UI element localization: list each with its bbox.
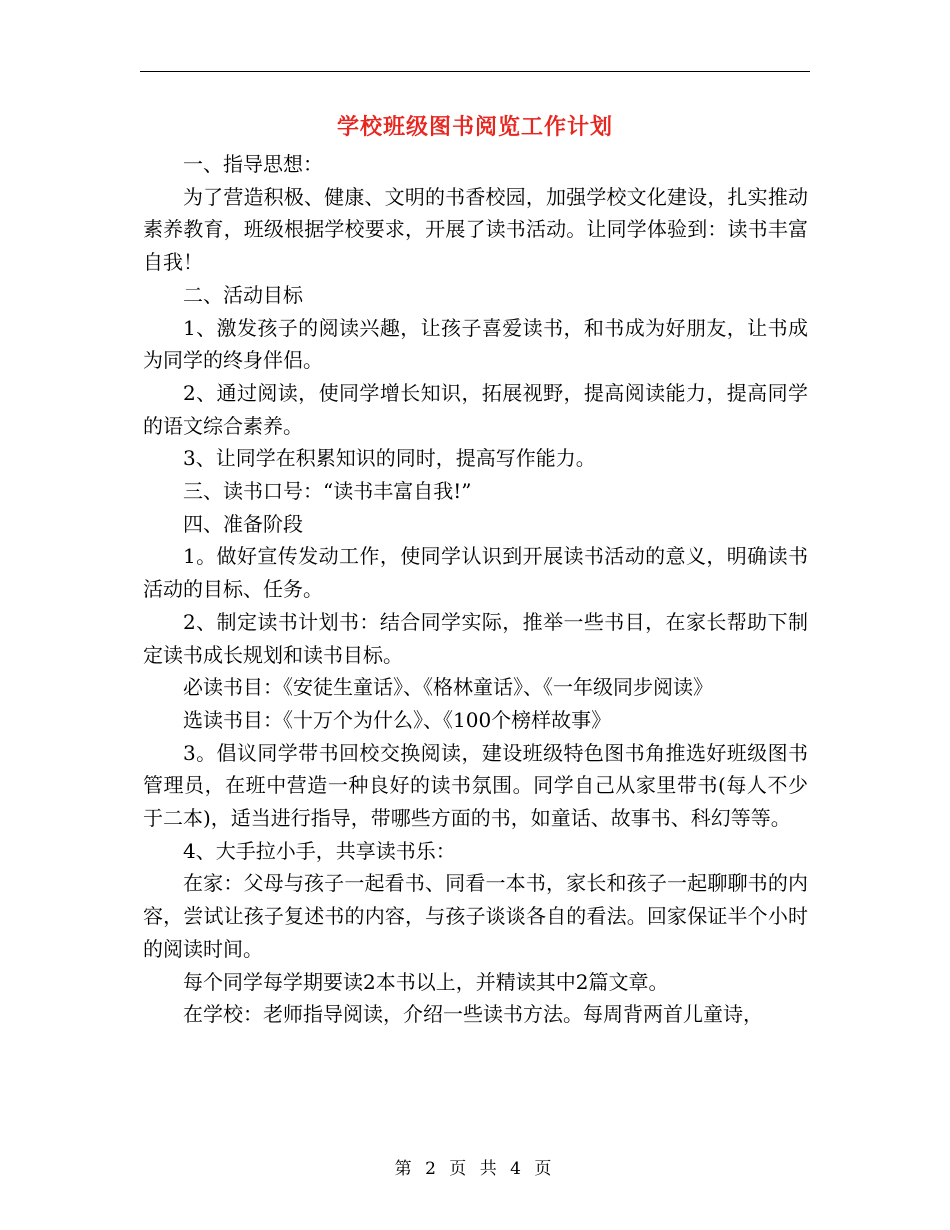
document-body <box>143 148 808 1031</box>
document-title: 学校班级图书阅览工作计划 <box>336 115 613 140</box>
paragraph: 四、准备阶段 <box>183 511 303 536</box>
paragraph: 在学校：老师指导阅读，介绍一些读书方法。每周背两首儿童诗， <box>183 1002 763 1027</box>
paragraph: 4、大手拉小手，共享读书乐： <box>183 838 456 863</box>
paragraph: 必读书目：《安徒生童话》、《格林童话》、《一年级同步阅读》 <box>183 675 713 700</box>
paragraph: 一、指导思想： <box>183 152 323 176</box>
paragraph: 二、活动目标 <box>183 282 303 307</box>
paragraph: 三、读书口号：“读书丰富自我!” <box>183 479 472 504</box>
paragraph: 每个同学每学期要读2本书以上，并精读其中2篇文章。 <box>183 969 669 994</box>
paragraph: 1、激发孩子的阅读兴趣，让孩子喜爱读书，和书成为好朋友，让书成为同学的终身伴侣。 <box>143 315 808 373</box>
paragraph: 选读书目：《十万个为什么》、《100个榜样故事》 <box>183 707 612 732</box>
paragraph: 3、让同学在积累知识的同时，提高写作能力。 <box>183 446 596 471</box>
paragraph: 在家：父母与孩子一起看书、同看一本书，家长和孩子一起聊聊书的内容，尝试让孩子复述书的内容，与孩子谈谈各自的看法。回家保证半个小时的阅读时间。 <box>143 871 808 961</box>
paragraph: 2、制定读书计划书：结合同学实际，推举一些书目，在家长帮助下制定读书成长规划和读书目标。 <box>143 609 808 667</box>
paragraph: 为了营造积极、健康、文明的书香校园，加强学校文化建设，扎实推动素养教育，班级根据学校要求，开展了读书活动。让同学体验到：读书丰富自我！ <box>143 184 808 275</box>
header-rule <box>140 71 810 72</box>
paragraph: 1。做好宣传发动工作，使同学认识到开展读书活动的意义，明确读书活动的目标、任务。 <box>143 544 808 602</box>
page-footer: 第 2 页 共 4 页 <box>394 1159 556 1179</box>
paragraph: 3。倡议同学带书回校交换阅读，建设班级特色图书角推选好班级图书管理员，在班中营造一种良好的读书氛围。同学自己从家里带书(每人不少于二本)，适当进行指导，带哪些方面的书，如童话、故事书、科幻等等。 <box>143 740 808 831</box>
paragraph: 2、通过阅读，使同学增长知识，拓展视野，提高阅读能力，提高同学的语文综合素养。 <box>143 380 808 438</box>
